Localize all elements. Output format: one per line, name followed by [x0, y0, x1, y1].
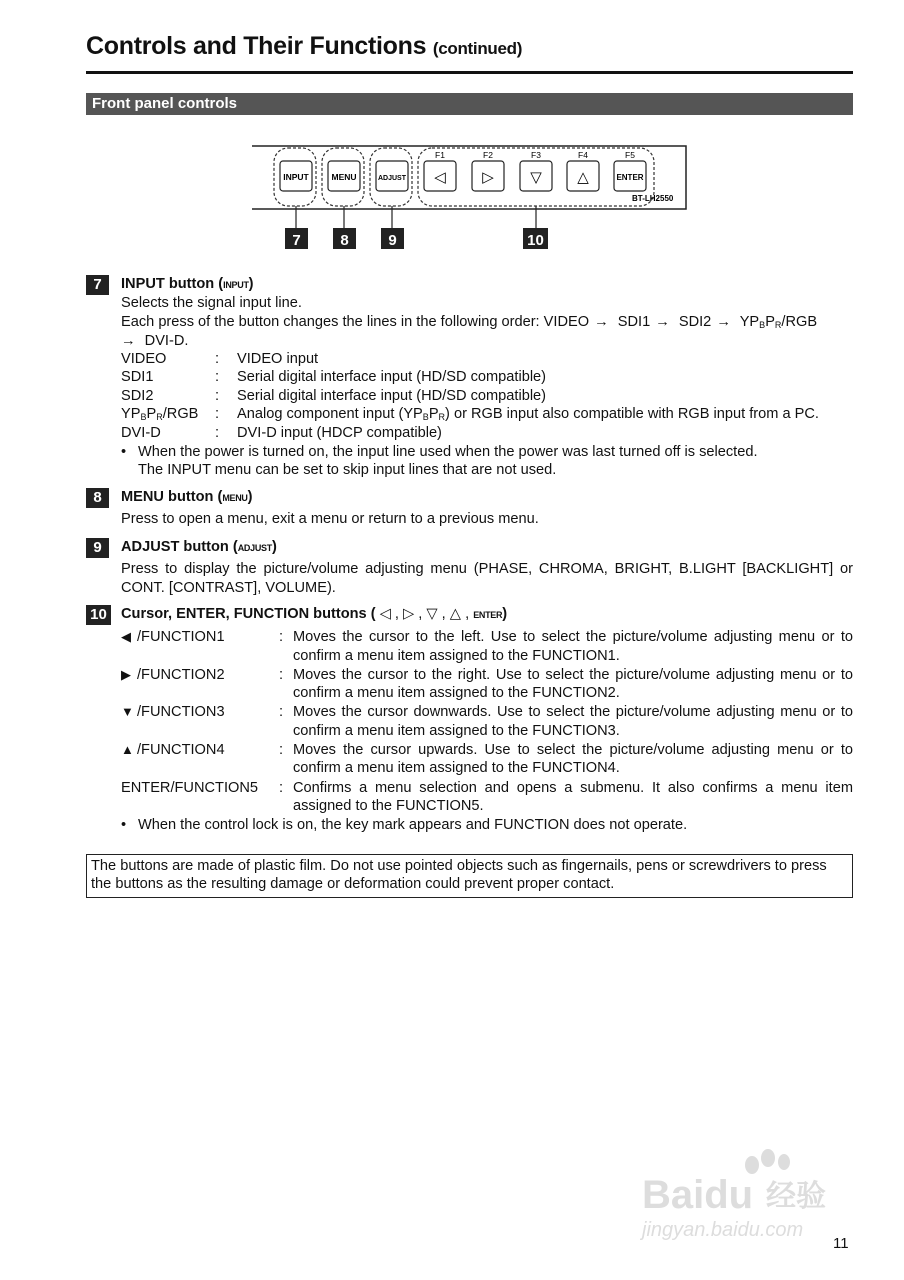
page-number: 11	[833, 1235, 849, 1252]
fkey-label: F4	[578, 150, 588, 160]
down-arrow-icon: ▼	[121, 704, 134, 720]
down-glyph: ▽	[530, 168, 542, 186]
item-heading	[121, 605, 853, 624]
colon: :	[279, 742, 284, 759]
key-post: /RGB	[162, 406, 199, 423]
heading-text: MENU button (	[121, 489, 223, 505]
function-row	[121, 666, 853, 703]
function-row	[121, 741, 853, 778]
definition-key: SDI2	[121, 387, 154, 404]
function-row	[121, 703, 853, 740]
function-key-text: /FUNCTION1	[137, 629, 225, 646]
definition-value: VIDEO input	[237, 351, 319, 368]
item-description: Selects the signal input line.	[121, 295, 302, 312]
input-button[interactable]	[280, 161, 312, 191]
fkey-label: F2	[483, 150, 493, 160]
val-pre: Analog component input (YP	[237, 406, 423, 423]
colon: :	[279, 666, 284, 683]
enter-icon: ENTER	[473, 610, 503, 620]
definition-row	[121, 368, 853, 386]
definition-row	[121, 387, 853, 405]
watermark-cn: 经验	[766, 1179, 826, 1214]
item-number: 9	[86, 538, 109, 558]
bullet-text	[138, 443, 853, 480]
item-cursor-buttons	[86, 605, 853, 835]
note-bullet	[121, 816, 853, 834]
arrow-icon: →	[716, 313, 731, 330]
item-input-button	[86, 275, 853, 479]
function-list	[121, 628, 853, 815]
subscript: R	[774, 319, 782, 330]
adjust-button[interactable]	[376, 161, 408, 191]
colon: :	[215, 387, 220, 404]
heading-close: )	[247, 489, 253, 505]
callout-9: 9	[388, 232, 397, 249]
function-value: Moves the cursor upwards. Use to select the picture/volume adjusting menu or to confirm a menu item assigned to the FUNCTION4.	[293, 742, 853, 777]
function-value: Moves the cursor downwards. Use to select the picture/volume adjusting menu or to confirm a menu item assigned to the FUNCTION3.	[293, 704, 853, 739]
function-key	[121, 666, 279, 703]
item-menu-button	[86, 488, 853, 529]
heading-text: INPUT button (	[121, 276, 224, 292]
order-item: SDI1	[617, 313, 651, 330]
definition-value: Serial digital interface input (HD/SD compatible)	[237, 387, 547, 404]
enter-button-label: ENTER	[616, 173, 644, 182]
input-order: Each press of the button changes the lines in the following order: VIDEO → SDI1 → SDI2 → YPBPR/RGB → DVI-D.	[121, 313, 818, 349]
definition-key: SDI1	[121, 369, 154, 386]
left-button[interactable]	[424, 161, 456, 191]
val-post: ) or RGB input also compatible with RGB input from a PC.	[445, 406, 819, 423]
heading-text: Cursor, ENTER, FUNCTION buttons (	[121, 606, 376, 622]
watermark-brand: Baidu	[642, 1173, 754, 1217]
menu-button-label: MENU	[331, 172, 357, 182]
caution-box: The buttons are made of plastic film. Do not use pointed objects such as fingernails, pens or screwdrivers to press the buttons as the resulting damage or deformation could prevent proper contact.	[86, 854, 853, 898]
heading-text: ADJUST button (	[121, 539, 238, 555]
definition-row	[121, 350, 853, 368]
watermark-url: jingyan.baidu.com	[642, 1219, 804, 1241]
fkey-label: F1	[435, 150, 445, 160]
note-line: When the power is turned on, the input line used when the power was last turned off is selected.	[138, 443, 758, 460]
item-number: 8	[86, 488, 109, 508]
adjust-button-label: ADJUST	[377, 175, 407, 182]
function-value: Moves the cursor to the right. Use to select the picture/volume adjusting menu or to confirm a menu item assigned to the FUNCTION2.	[293, 666, 853, 702]
down-button[interactable]	[520, 161, 552, 191]
function-key	[121, 741, 279, 778]
note-bullet	[121, 443, 853, 480]
item-description: Press to display the picture/volume adjusting menu (PHASE, CHROMA, BRIGHT, B.LIGHT [BACKLIGHT] or CONT. [CONTRAST], VOLUME).	[121, 561, 853, 596]
left-glyph: ◁	[434, 168, 446, 186]
menu-button[interactable]	[328, 161, 360, 191]
fkey-label: F3	[531, 150, 541, 160]
definition-row	[121, 424, 853, 442]
model-label: BT-LH2550	[632, 194, 674, 203]
arrow-icon: →	[121, 332, 136, 349]
function-value: Confirms a menu selection and opens a submenu. It also confirms a menu item assigned to the FUNCTION5.	[293, 779, 853, 814]
bullet-icon: •	[121, 817, 127, 834]
front-panel-figure	[0, 0, 904, 260]
colon: :	[215, 369, 220, 386]
key-pre: YP	[121, 406, 141, 423]
definition-key: DVI-D	[121, 425, 161, 442]
definition-key: VIDEO	[121, 351, 167, 368]
function-row	[121, 628, 853, 665]
arrow-icon: →	[655, 313, 670, 330]
up-arrow-icon: ▲	[121, 742, 134, 758]
menu-icon: MENU	[222, 493, 248, 503]
colon: :	[215, 351, 220, 368]
heading-close: )	[248, 276, 254, 292]
item-heading	[121, 488, 853, 507]
right-glyph: ▷	[482, 168, 494, 186]
function-key-text: ENTER/FUNCTION5	[121, 779, 259, 796]
heading-close: )	[502, 606, 508, 622]
left-arrow-icon: ◀	[121, 629, 131, 645]
input-button-label: INPUT	[283, 172, 309, 182]
enter-button[interactable]	[614, 161, 646, 191]
colon: :	[215, 406, 220, 423]
bullet-icon: •	[121, 443, 127, 460]
definition-row	[121, 405, 853, 424]
item-number: 10	[86, 605, 111, 625]
item-adjust-button	[86, 538, 853, 597]
section-header: Front panel controls	[86, 93, 853, 115]
callout-10: 10	[527, 232, 544, 249]
function-key	[121, 779, 279, 816]
fkey-label: F5	[625, 150, 635, 160]
subscript: B	[140, 412, 147, 423]
arrow-icon: →	[594, 313, 609, 330]
function-key	[121, 703, 279, 740]
callout-7: 7	[292, 232, 301, 249]
baidu-watermark	[640, 1148, 852, 1248]
order-item: DVI-D.	[144, 332, 189, 349]
colon: :	[279, 629, 284, 646]
item-number: 7	[86, 275, 109, 295]
function-key-text: /FUNCTION2	[137, 666, 225, 683]
subscript: B	[759, 319, 766, 330]
order-item: /RGB	[781, 313, 818, 330]
subscript: B	[422, 412, 429, 423]
input-definitions	[121, 350, 853, 442]
title-text: Controls and Their Functions	[86, 32, 427, 60]
subscript: R	[438, 412, 446, 423]
callout-8: 8	[340, 232, 349, 249]
definition-value: DVI-D input (HDCP compatible)	[237, 425, 442, 442]
order-item: SDI2	[678, 313, 712, 330]
function-key-text: /FUNCTION3	[137, 704, 225, 721]
function-value: Moves the cursor to the left. Use to select the picture/volume adjusting menu or to confirm a menu item assigned to the FUNCTION1.	[293, 629, 853, 664]
colon: :	[215, 425, 220, 442]
heading-close: )	[271, 539, 277, 555]
function-key-text: /FUNCTION4	[137, 742, 225, 759]
cursor-symbols: ◁ , ▷ , ▽ , △ ,	[375, 606, 474, 622]
order-item: YP	[739, 313, 760, 330]
definition-key: YPBPR/RGB	[121, 406, 199, 423]
up-button[interactable]	[567, 161, 599, 191]
paw-icon	[745, 1149, 790, 1174]
definition-value: Serial digital interface input (HD/SD compatible)	[237, 369, 547, 386]
bullet-text: When the control lock is on, the key mark appears and FUNCTION does not operate.	[138, 817, 688, 834]
item-heading	[121, 538, 853, 557]
definition-value: Analog component input (YPBPR) or RGB input also compatible with RGB input from a PC.	[237, 406, 819, 423]
up-glyph: △	[577, 168, 589, 186]
item-heading	[121, 275, 853, 294]
item-description: Press to open a menu, exit a menu or return to a previous menu.	[121, 511, 539, 528]
colon: :	[279, 704, 284, 721]
right-arrow-icon: ▶	[121, 666, 131, 682]
input-icon: INPUT	[223, 280, 249, 290]
right-button[interactable]	[472, 161, 504, 191]
subscript: R	[156, 412, 163, 423]
colon: :	[279, 779, 284, 796]
note-line: The INPUT menu can be set to skip input lines that are not used.	[138, 461, 557, 478]
order-prefix: Each press of the button changes the lines in the following order: VIDEO	[121, 313, 590, 330]
function-key	[121, 628, 279, 665]
adjust-icon: ADJUST	[237, 543, 272, 553]
function-row	[121, 779, 853, 816]
title-continued: (continued)	[432, 39, 523, 58]
